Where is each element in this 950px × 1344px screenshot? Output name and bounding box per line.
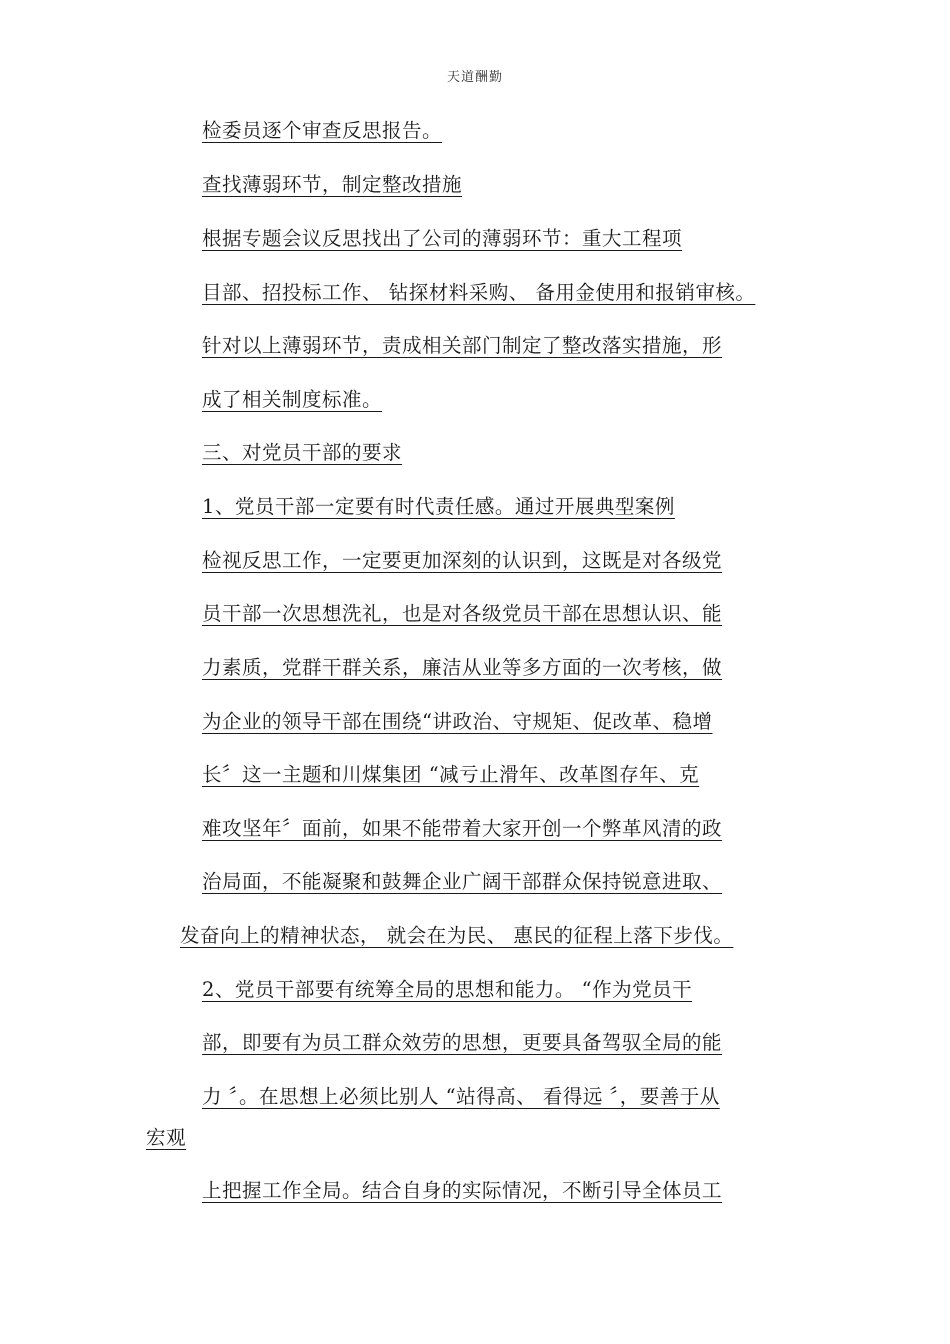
text-line: 1、党员干部一定要有时代责任感。通过开展典型案例 bbox=[202, 495, 675, 518]
text-line: 员干部一次思想洗礼，也是对各级党员干部在思想认识、能 bbox=[202, 602, 723, 625]
text-line: 目部、招投标工作、 钻探材料采购、 备用金使用和报销审核。 bbox=[202, 281, 756, 304]
text-line: 根据专题会议反思找出了公司的薄弱环节：重大工程项 bbox=[202, 227, 683, 250]
text-line: 力素质，党群干群关系，廉洁从业等多方面的一次考核，做 bbox=[202, 656, 723, 679]
text-line: 为企业的领导干部在围绕“讲政治、守规矩、促改革、稳增 bbox=[202, 710, 713, 733]
text-line: 成了相关制度标准。 bbox=[202, 388, 383, 411]
text-line: 上把握工作全局。结合自身的实际情况，不断引导全体员工 bbox=[202, 1179, 723, 1202]
text-line: 力 〞。在思想上必须比别人 “站得高、 看得远 〞，要善于从 bbox=[202, 1085, 720, 1108]
text-line: 部，即要有为员工群众效劳的思想，更要具备驾驭全局的能 bbox=[202, 1031, 723, 1054]
text-line: 治局面，不能凝聚和鼓舞企业广阔干部群众保持锐意进取、 bbox=[202, 870, 723, 893]
text-line: 发奋向上的精神状态， 就会在为民、 惠民的征程上落下步伐。 bbox=[180, 924, 734, 947]
text-line: 长〞这一主题和川煤集团 “减亏止滑年、改革图存年、克 bbox=[202, 763, 700, 786]
text-line: 2、党员干部要有统筹全局的思想和能力。 “作为党员干 bbox=[202, 978, 693, 1001]
section-heading: 三、对党员干部的要求 bbox=[202, 441, 403, 464]
text-line-wrap: 宏观 bbox=[146, 1126, 187, 1149]
text-line: 检视反思工作，一定要更加深刻的认识到，这既是对各级党 bbox=[202, 549, 723, 572]
text-line: 针对以上薄弱环节，责成相关部门制定了整改落实措施，形 bbox=[202, 334, 723, 357]
text-line: 查找薄弱环节，制定整改措施 bbox=[202, 173, 463, 196]
text-line: 难攻坚年〞面前，如果不能带着大家开创一个弊革风清的政 bbox=[202, 817, 723, 840]
page-header: 天道酬勤 bbox=[446, 70, 503, 85]
text-line: 检委员逐个审查反思报告。 bbox=[202, 119, 443, 142]
